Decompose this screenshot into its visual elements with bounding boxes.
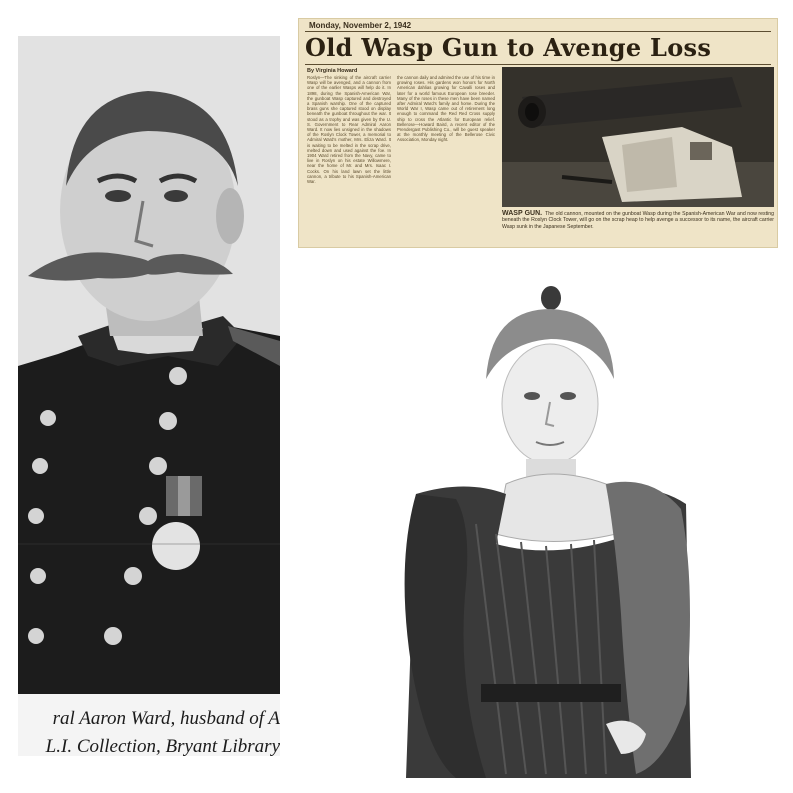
woman-portrait-drawing <box>396 284 696 778</box>
woman-portrait <box>396 284 696 778</box>
clipping-date: Monday, November 2, 1942 <box>309 21 412 30</box>
clipping-byline: By Virginia Howard <box>307 68 358 74</box>
wasp-gun-caption-lead: WASP GUN. <box>502 210 543 217</box>
article-column-2: the cannon daily and admired the use of his time in growing roses. His gardens won honors for North American dahlias growing for Cavalli roses and later for a world famous European rose breeder. Many of the roses in these men have been named after Admiral Ward's family and home. During the World War I, Wasp came out of retirement long enough to command the Red Red Cross supply ship to cross the Atlantic for European relief. Bellerose—Howard Baird, a recent editor of the Prendergast Publishing Co., will be guest speaker at the monthly meeting of the Bellerose Civic Association, Monday night. <box>397 75 495 143</box>
wasp-gun-drawing <box>502 67 774 207</box>
admiral-portrait-panel <box>18 36 280 756</box>
wasp-gun-photo <box>502 67 774 207</box>
portrait-caption-line-1: ral Aaron Ward, husband of A <box>52 708 280 729</box>
admiral-portrait-photo <box>18 36 280 694</box>
wasp-gun-caption-text: The old cannon, mounted on the gunboat Wasp during the Spanish-American War and now resting beneath the Roslyn Clock Tower, will go on the scrap heap to help avenge a successor to its name, the aircraft carrier Wasp sunk in the Japanese September. <box>502 211 775 230</box>
article-column-1: Roslyn—The sinking of the aircraft carrier Wasp will be avenged, and a cannon from one of the earlier Wasps will help do it. In 1898, during the Spanish-American War, the gunboat Wasp captured and destroyed a Spanish warship. One of the captured brass guns she captured stood on display beneath the gunboat throughout the war. It stood as a trophy and was given by the U. S. Government to Rear Admiral Aaron Ward. It now lies unsigned in the shadows of the Roslyn Clock Tower, a memorial to Admiral Ward's mother, Mrs. Eliza Ward. It is waiting to be melted in the scrap drive, melted down and used against the foe. In 1904 Ward retired from the Navy, came to live in Roslyn on his estate Willowmere, near the home of Mr. and Mrs. Isaac I. Cocks. On his land lawn set the little cannon, a tribute to his Spanish-American War. <box>307 75 391 185</box>
clipping-headline: Old Wasp Gun to Avenge Loss <box>305 33 712 62</box>
headline-rule <box>305 64 771 65</box>
newspaper-clipping <box>298 18 778 248</box>
portrait-caption-line-2: L.I. Collection, Bryant Library <box>45 736 280 757</box>
admiral-portrait-drawing <box>18 36 280 694</box>
dateline-rule <box>305 31 771 32</box>
wasp-gun-caption <box>502 211 774 230</box>
